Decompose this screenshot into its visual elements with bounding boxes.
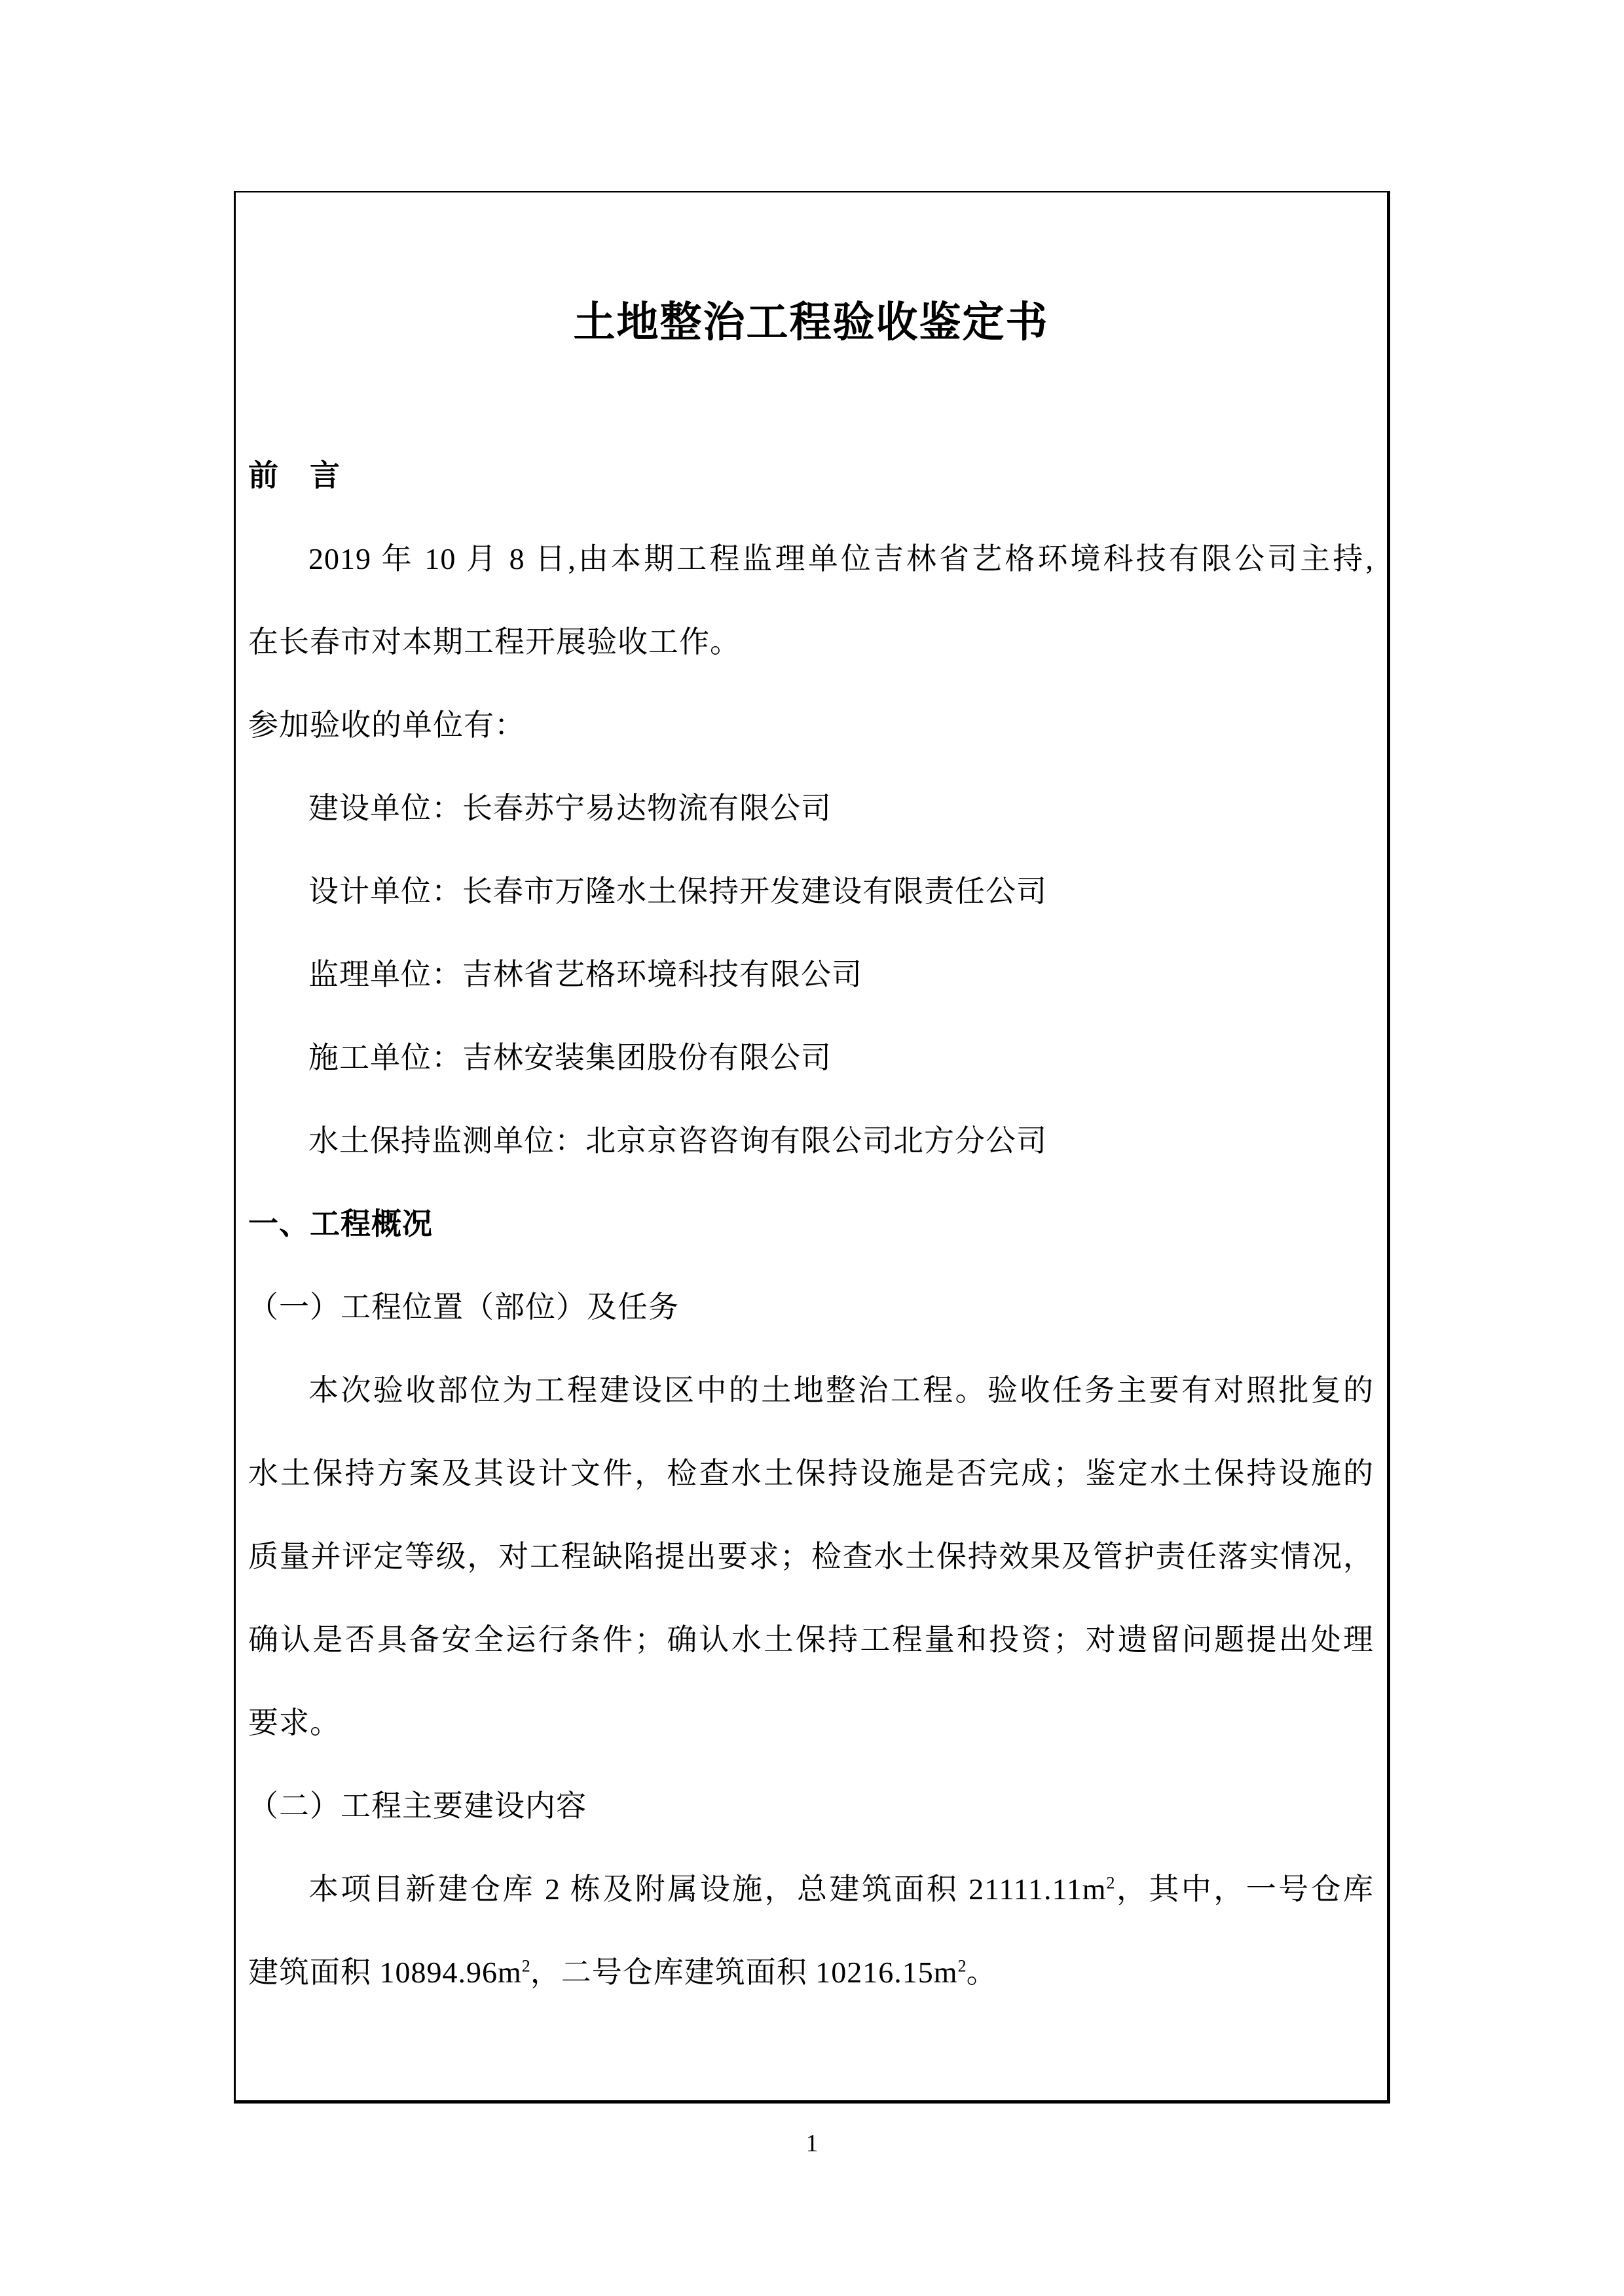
preface-heading: 前 言 — [248, 459, 341, 492]
sub2-line1-text: ，其中，一号仓库 — [1115, 1872, 1375, 1906]
sub2-body-line-1 — [248, 1848, 1374, 1931]
sub1-body-line-5: 要求。 — [248, 1706, 341, 1740]
sub1-body-line-1: 本次验收部位为工程建设区中的土地整治工程。验收任务主要有对照批复的 — [308, 1374, 1374, 1407]
sub2-line1-text: 本项目新建仓库 2 栋及附属设施，总建筑面积 21111.11m — [308, 1872, 1107, 1906]
unit-line-contractor: 施工单位：吉林安装集团股份有限公司 — [308, 1041, 832, 1074]
superscript: 2 — [521, 1956, 530, 1976]
sub2-body-line-2 — [248, 1931, 1374, 2014]
unit-line-supervision: 监理单位：吉林省艺格环境科技有限公司 — [308, 958, 862, 991]
page-number: 1 — [805, 2130, 819, 2157]
sub2-line2-text: ，二号仓库建筑面积 10216.15m — [530, 1956, 958, 1989]
section1-sub2-heading: （二）工程主要建设内容 — [248, 1789, 587, 1823]
document-frame — [234, 191, 1390, 2104]
unit-line-design: 设计单位：长春市万隆水土保持开发建设有限责任公司 — [308, 875, 1047, 908]
sub1-body-line-4: 确认是否具备安全运行条件；确认水土保持工程量和投资；对遗留问题提出处理 — [248, 1623, 1374, 1656]
sub2-line2-text: 。 — [966, 1956, 997, 1989]
superscript: 2 — [1106, 1873, 1115, 1893]
section1-heading: 一、工程概况 — [248, 1207, 433, 1241]
sub1-body-line-3: 质量并评定等级，对工程缺陷提出要求；检查水土保持效果及管护责任落实情况， — [248, 1540, 1374, 1573]
unit-line-construction: 建设单位：长春苏宁易达物流有限公司 — [308, 792, 832, 825]
doc-title: 土地整治工程验收鉴定书 — [573, 299, 1049, 346]
sub2-line2-text: 建筑面积 10894.96m — [248, 1956, 522, 1989]
participants-intro-line: 参加验收的单位有： — [248, 708, 525, 742]
sub1-body-line-2: 水土保持方案及其设计文件，检查水土保持设施是否完成；鉴定水土保持设施的 — [248, 1457, 1374, 1490]
unit-line-monitoring: 水土保持监测单位：北京京咨咨询有限公司北方分公司 — [308, 1124, 1047, 1157]
superscript: 2 — [957, 1956, 967, 1976]
preface-line-1: 2019 年 10 月 8 日,由本期工程监理单位吉林省艺格环境科技有限公司主持, — [308, 542, 1374, 575]
preface-line-2: 在长春市对本期工程开展验收工作。 — [248, 625, 741, 659]
section1-sub1-heading: （一）工程位置（部位）及任务 — [248, 1290, 679, 1324]
